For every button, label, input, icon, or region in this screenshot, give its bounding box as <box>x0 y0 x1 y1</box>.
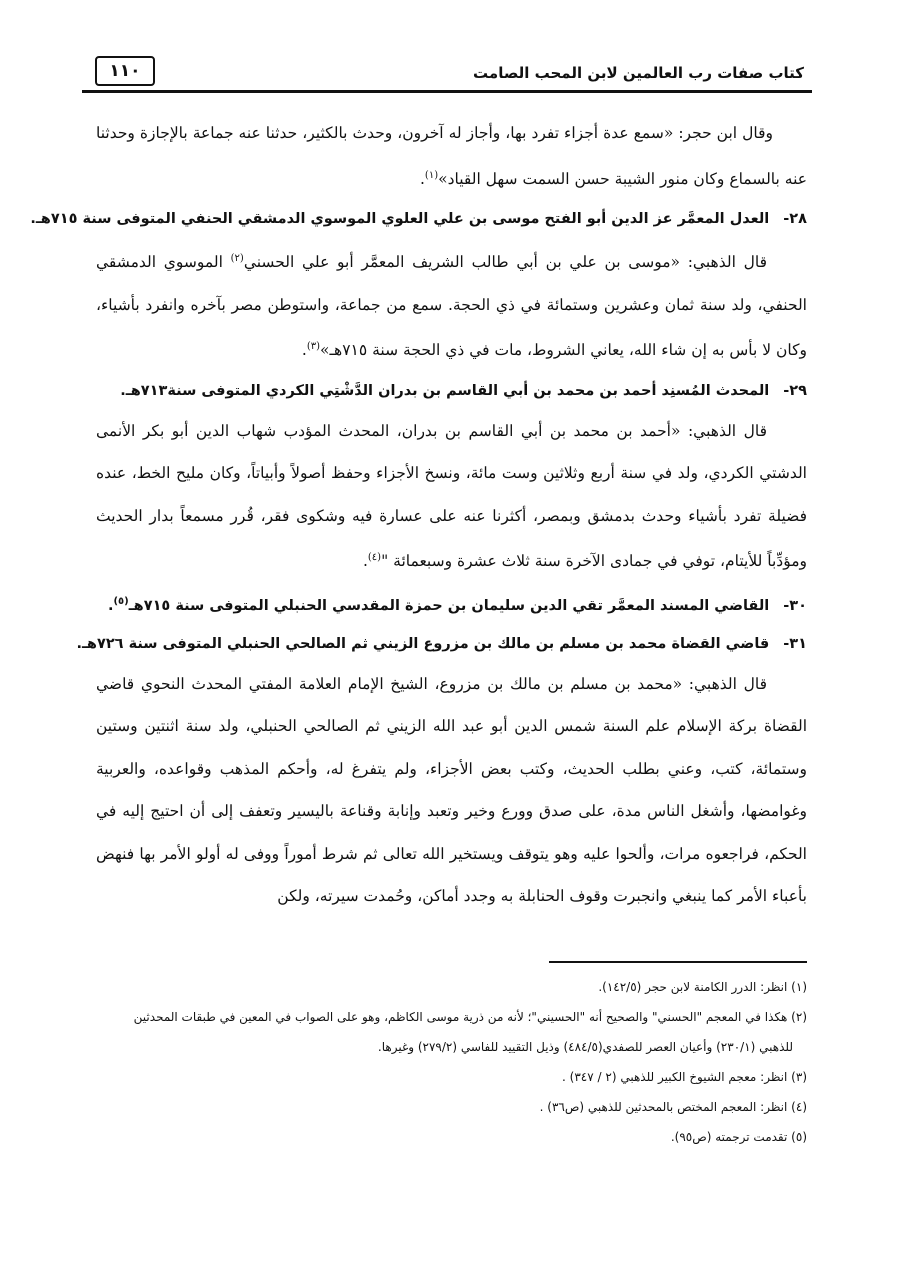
footnote-text-continued: للذهبي (٢٣٠/١) وأعيان العصر للصفدي(٤٨٤/٥) وذيل التقييد للفاسي (٢٧٩/٢) وغيرها. <box>377 1040 793 1054</box>
entry-number: ٢٩- <box>783 382 807 399</box>
paragraph-entry-28: قال الذهبي: «موسى بن علي بن أبي طالب الشريف المعمَّر أبو علي الحسني$^{(٢)}$ الموسوي الدمشقي الحنفي، ولد سنة ثمان وعشرين وستمائة في ذي الحجة. سمع من جماعة، واستوطن مصر بآخره وانفرد بأشياء، وكان لا بأس به إن شاء الله، يعاني الشروط، مات في ذي الحجة سنة ٧١٥هـ»$^{(٣)}$. <box>96 253 807 360</box>
header-divider <box>82 90 812 93</box>
footnote-1 <box>92 972 807 1002</box>
entry-heading-28 <box>30 200 807 238</box>
footnote-text: انظر: المعجم المختص بالمحدثين للذهبي (ص٣٦) . <box>539 1100 788 1114</box>
paragraph-ibn-hajar-quote: وقال ابن حجر: «سمع عدة أجزاء تفرد بها، وأجاز له آخرون، وحدث بالكثير، حدثنا عنه جماعة بالإجازة وحدثنا عنه بالسماع وكان منور الشيبة حسن السمت سهل القياد»$^{(١)}$. <box>96 124 807 188</box>
footnote-5 <box>92 1122 807 1152</box>
footnotes <box>92 972 807 1152</box>
entry-title: قاضي القضاة محمد بن مسلم بن مالك بن مزروع الزيني ثم الصالحي الحنبلي المتوفى سنة ٧٢٦هـ. <box>76 635 770 652</box>
main-text <box>30 112 807 918</box>
footnote-3 <box>92 1062 807 1092</box>
paragraph-text: الموسوي الدمشقي الحنفي، ولد سنة ثمان وعشرين وستمائة في ذي الحجة. سمع من جماعة، واستوطن مصر بآخره وانفرد بأشياء، وكان لا بأس به إن شاء الله، يعاني الشروط، مات في ذي الحجة سنة ٧١٥هـ» <box>96 253 807 360</box>
footnote-4 <box>92 1092 807 1122</box>
footnote-label: (٢) <box>791 1010 807 1024</box>
footnote-ref: (١) <box>424 169 439 181</box>
paragraph-entry-31: قال الذهبي: «محمد بن مسلم بن مالك بن مزروع، الشيخ الإمام العلامة المفتي المحدث النحوي قاضي القضاة بركة الإسلام علم السنة شمس الدين أبو عبد الله الزيني ثم الصالحي الحنبلي، ولد سنة اثنتين وستين وستمائة، كتب، وعني بطلب الحديث، وكتب بعض الأجزاء، ولم يتفرغ له، وأحكم المذهب وقواعده، والعربية وغوامضها، وأشغل الناس مدة، على صدق وورع وخير وتعبد وإنابة وقناعة باليسير وتعفف إلى أن احتيج إليه في الحكم، فراجعوه مرات، وألحوا عليه وهو يتوقف ويستخير الله تعالى ثم شرط أموراً ووفى له أولو الأمر بها فنهض بأعباء الأمر كما ينبغي وانجبرت وقوف الحنابلة به وجدد أماكن، وحُمدت سيرته، ولكن <box>96 674 807 906</box>
paragraph-text: قال الذهبي: «موسى بن علي بن أبي طالب الشريف المعمَّر أبو علي الحسني <box>243 253 767 272</box>
entry-number: ٢٨- <box>783 211 807 228</box>
entry-heading-31 <box>76 625 807 663</box>
footnote-ref: (٢) <box>230 253 244 265</box>
footnote-label: (٣) <box>791 1070 807 1084</box>
entry-heading-30: ٣٠-القاضي المسند المعمَّر تقي الدين سليمان بن حمزة المقدسي الحنبلي المتوفى سنة ٧١٥هـ$^{(٥)}$. <box>107 596 807 614</box>
paragraph-text: وقال ابن حجر: «سمع عدة أجزاء تفرد بها، وأجاز له آخرون، وحدث بالكثير، حدثنا عنه جماعة بالإجازة وحدثنا عنه بالسماع وكان منور الشيبة حسن السمت سهل القياد» <box>96 124 807 188</box>
footnote-label: (١) <box>791 980 807 994</box>
page-number: ١١٠ <box>95 56 155 86</box>
book-title: كتاب صفات رب العالمين لابن المحب الصامت <box>473 64 804 82</box>
footnote-2 <box>92 1002 807 1062</box>
entry-heading-29 <box>96 372 807 410</box>
footnote-divider <box>549 961 807 963</box>
footnote-label: (٤) <box>791 1100 807 1114</box>
entry-number: ٣٠- <box>783 597 807 614</box>
footnote-text: انظر: معجم الشيوخ الكبير للذهبي (٢ / ٣٤٧) . <box>562 1070 788 1084</box>
footnote-ref: (٤) <box>367 552 382 564</box>
footnote-ref: (٣) <box>306 341 320 353</box>
page-header <box>82 54 812 92</box>
footnote-label: (٥) <box>791 1130 807 1144</box>
paragraph-text: قال الذهبي: «أحمد بن محمد بن أبي القاسم بن بدران، المحدث المؤدب شهاب الدين أبو بكر الأنمى الدشتي الكردي، ولد في سنة أربع وثلاثين وست مائة، ونسخ الأجزاء وحفظ أصولاً وأبياتاً، وكان مليح الخط، عنده فضيلة تفرد بأشياء وحدث بدمشق وبمصر، أكثرنا عنه على عسارة فيه وشكوى فقر، قُرر مسمعاً بدار الحديث ومؤدِّباً للأيتام، توفي في جمادى الآخرة سنة ثلاث عشرة وسبعمائة " <box>96 421 807 571</box>
entry-title: القاضي المسند المعمَّر تقي الدين سليمان بن حمزة المقدسي الحنبلي المتوفى سنة ٧١٥هـ <box>128 597 770 614</box>
footnote-text: تقدمت ترجمته (ص٩٥). <box>670 1130 788 1144</box>
footnote-text: انظر: الدرر الكامنة لابن حجر (١٤٢/٥). <box>598 980 788 994</box>
footnote-ref: (٥) <box>113 596 129 608</box>
entry-title: المحدث المُسنِد أحمد بن محمد بن أبي القاسم بن بدران الدَّشْتِي الكردي المتوفى سنة٧١٣هـ. <box>120 382 770 399</box>
entry-number: ٣١- <box>783 635 807 652</box>
paragraph-entry-29: قال الذهبي: «أحمد بن محمد بن أبي القاسم بن بدران، المحدث المؤدب شهاب الدين أبو بكر الأنمى الدشتي الكردي، ولد في سنة أربع وثلاثين وست مائة، ونسخ الأجزاء وحفظ أصولاً وأبياتاً، وكان مليح الخط، عنده فضيلة تفرد بأشياء وحدث بدمشق وبمصر، أكثرنا عنه على عسارة فيه وشكوى فقر، قُرر مسمعاً بدار الحديث ومؤدِّباً للأيتام، توفي في جمادى الآخرة سنة ثلاث عشرة وسبعمائة "$^{(٤)}$. <box>96 421 807 571</box>
entry-title: العدل المعمَّر عز الدين أبو الفتح موسى بن علي العلوي الموسوي الدمشقي الحنفي المتوفى سنة ٧١٥هـ. <box>30 211 770 228</box>
footnote-text: هكذا في المعجم "الحسني" والصحيح أنه "الحسيني"؛ لأنه من ذرية موسى الكاظم، وهو على الصواب في المعين في طبقات المحدثين <box>133 1010 788 1024</box>
